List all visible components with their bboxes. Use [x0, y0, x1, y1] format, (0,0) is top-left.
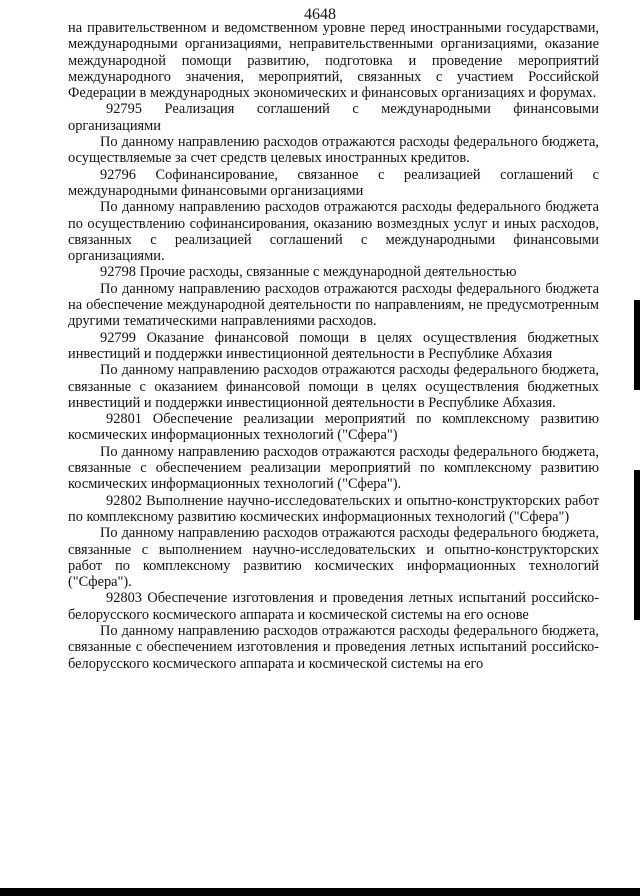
paragraph-92801-description: По данному направлению расходов отражаются расходы федерального бюджета, связанные с обеспечением реализации мероприятий по комплексному развитию космических информационных технологий ("Сфера").	[68, 443, 599, 493]
document-body	[68, 20, 599, 672]
section-heading-92796: 92796 Софинансирование, связанное с реализацией соглашений с международными финансовыми организациями	[68, 166, 599, 199]
paragraph-92798-description: По данному направлению расходов отражаются расходы федерального бюджета на обеспечение международной деятельности по направлениям, не предусмотренным другими тематическими направлениями расходов.	[68, 280, 599, 330]
section-heading-92803: 92803 Обеспечение изготовления и проведения летных испытаний российско-белорусского космического аппарата и космической системы на его основе	[68, 590, 599, 623]
paragraph-92799-description: По данному направлению расходов отражаются расходы федерального бюджета, связанные с оказанием финансовой помощи в целях осуществления бюджетных инвестиций и поддержки инвестиционной деятельности в Республике Абхазия.	[68, 362, 599, 411]
scan-edge-mark-lower	[634, 470, 640, 620]
section-heading-92799: 92799 Оказание финансовой помощи в целях осуществления бюджетных инвестиций и поддержки инвестиционной деятельности в Республике Абхазия	[68, 329, 599, 362]
section-heading-92795: 92795 Реализация соглашений с международными финансовыми организациями	[68, 101, 599, 134]
paragraph-92796-description: По данному направлению расходов отражаются расходы федерального бюджета по осуществлению софинансирования, оказанию возмездных услуг и иных расходов, связанных с реализацией соглашений с международными финансовыми организациями.	[68, 199, 599, 265]
paragraph-92803-description: По данному направлению расходов отражаются расходы федерального бюджета, связанные с обеспечением изготовления и проведения летных испытаний российско-белорусского космического аппарата и космической системы на его	[68, 622, 599, 672]
section-heading-92798: 92798 Прочие расходы, связанные с международной деятельностью	[100, 264, 517, 281]
paragraph-92802-description: По данному направлению расходов отражаются расходы федерального бюджета, связанные с выполнением научно-исследовательских и опытно-конструкторских работ по комплексному развитию космических информационных технологий ("Сфера").	[68, 525, 599, 591]
page-number: 4648	[304, 6, 336, 23]
scan-bottom-edge	[0, 888, 640, 896]
section-heading-92802: 92802 Выполнение научно-исследовательских и опытно-конструкторских работ по комплексному развитию космических информационных технологий ("Сфера")	[68, 492, 599, 525]
paragraph-continuation: на правительственном и ведомственном уровне перед иностранными государствами, международными организациями, неправительственными организациями, оказание международной помощи развитию, подготовка и проведение мероприятий международного значения, мероприятий, связанных с участием Российской Федерации в международных экономических и финансовых организациях и форумах.	[68, 20, 599, 102]
scan-edge-mark-upper	[634, 300, 640, 390]
section-heading-92801: 92801 Обеспечение реализации мероприятий по комплексному развитию космических информационных технологий ("Сфера")	[68, 411, 599, 444]
paragraph-92795-description: По данному направлению расходов отражаются расходы федерального бюджета, осуществляемые за счет средств целевых иностранных кредитов.	[68, 134, 599, 167]
